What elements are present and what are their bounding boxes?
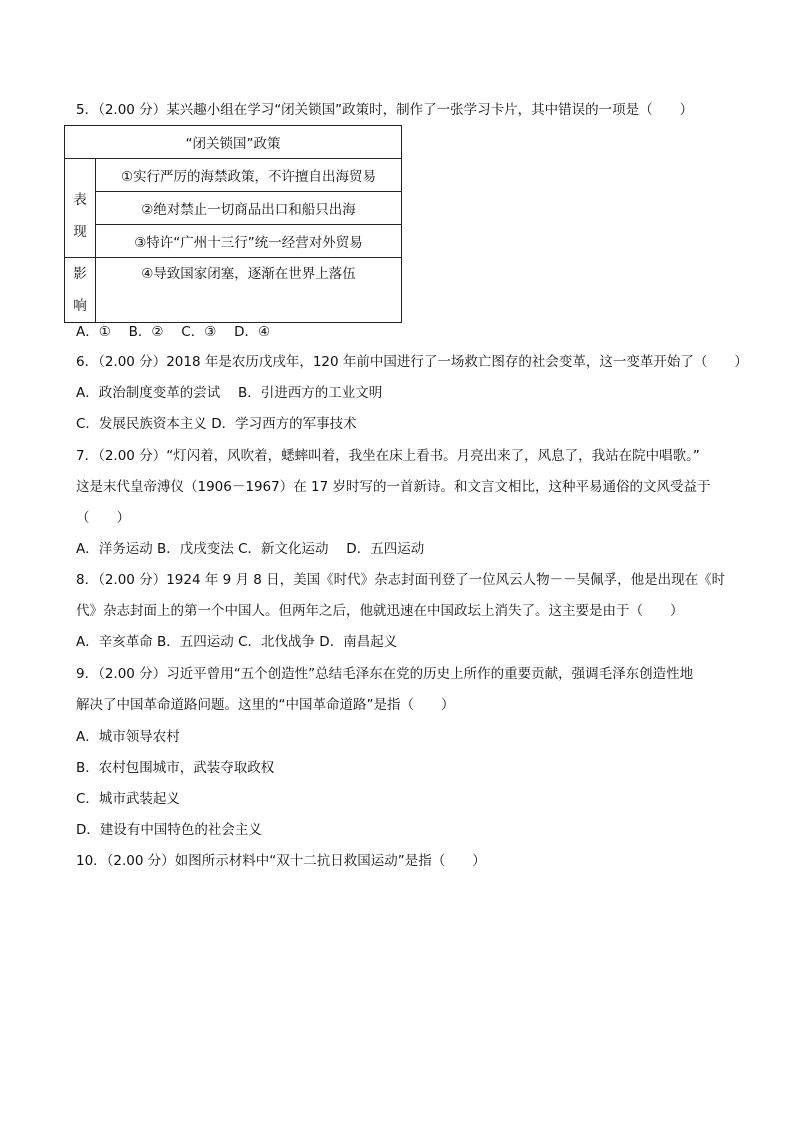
card-row-3: ③特许“广州十三行”统一经营对外贸易 xyxy=(96,225,402,258)
side-label-char: 影 xyxy=(73,266,87,282)
question-10-stem: 10．（2.00 分）如图所示材料中“双十二抗日救国运动”是指（ ） xyxy=(76,853,486,869)
question-7-options: A．洋务运动 B．戊戌变法 C．新文化运动 D．五四运动 xyxy=(76,541,425,557)
side-label-char: 响 xyxy=(73,298,87,314)
question-9-option-b: B．农村包围城市，武装夺取政权 xyxy=(76,760,275,776)
side-label-char: 表 xyxy=(73,191,87,208)
question-9-option-c: C．城市武装起义 xyxy=(76,791,180,807)
study-card-table xyxy=(64,125,402,323)
card-row-2: ②绝对禁止一切商品出口和船只出海 xyxy=(96,192,402,225)
question-9-line-1: 9．（2.00 分）习近平曾用“五个创造性”总结毛泽东在党的历史上所作的重要贡献，强调毛泽东创造性地 xyxy=(76,666,694,682)
question-7-line-3: （ ） xyxy=(76,510,130,526)
card-row-1: ①实行严厉的海禁政策，不许擅自出海贸易 xyxy=(96,159,402,192)
question-7-line-2: 这是末代皇帝溥仪（1906－1967）在 17 岁时写的一首新诗。和文言文相比，这种平易通俗的文风受益于 xyxy=(76,479,711,495)
question-6-options-line-1: A．政治制度变革的尝试 B．引进西方的工业文明 xyxy=(76,385,383,401)
side-label-char: 现 xyxy=(73,223,87,240)
side-label-impact xyxy=(65,258,96,323)
question-9-option-a: A．城市领导农村 xyxy=(76,729,180,745)
question-9-option-d: D．建设有中国特色的社会主义 xyxy=(76,822,262,838)
study-card-title: “闭关锁国”政策 xyxy=(65,126,402,159)
question-8-line-1: 8．（2.00 分）1924 年 9 月 8 日，美国《时代》杂志封面刊登了一位风云人物－－吴佩孚，他是出现在《时 xyxy=(76,572,726,588)
question-7-line-1: 7．（2.00 分）“灯闪着，风吹着，蟋蟀叫着，我坐在床上看书。月亮出来了，风息了，我站在院中唱歌。” xyxy=(76,448,700,464)
question-8-options: A．辛亥革命 B．五四运动 C．北伐战争 D．南昌起义 xyxy=(76,634,398,650)
question-5-options: A．① B．② C．③ D．④ xyxy=(76,324,271,340)
card-row-4: ④导致国家闭塞，逐渐在世界上落伍 xyxy=(96,258,402,323)
question-9-line-2: 解决了中国革命道路问题。这里的“中国革命道路”是指（ ） xyxy=(76,697,455,713)
question-6-options-line-2: C．发展民族资本主义 D．学习西方的军事技术 xyxy=(76,416,357,432)
question-5-stem: 5．（2.00 分）某兴趣小组在学习“闭关锁国”政策时，制作了一张学习卡片，其中错误的一项是（ ） xyxy=(76,102,694,118)
question-6-stem: 6．（2.00 分）2018 年是农历戊戌年，120 年前中国进行了一场救亡图存的社会变革，这一变革开始了（ ） xyxy=(76,354,748,370)
question-8-line-2: 代》杂志封面上的第一个中国人。但两年之后，他就迅速在中国政坛上消失了。这主要是由于（ ） xyxy=(76,603,684,619)
side-label-performance xyxy=(65,159,96,258)
